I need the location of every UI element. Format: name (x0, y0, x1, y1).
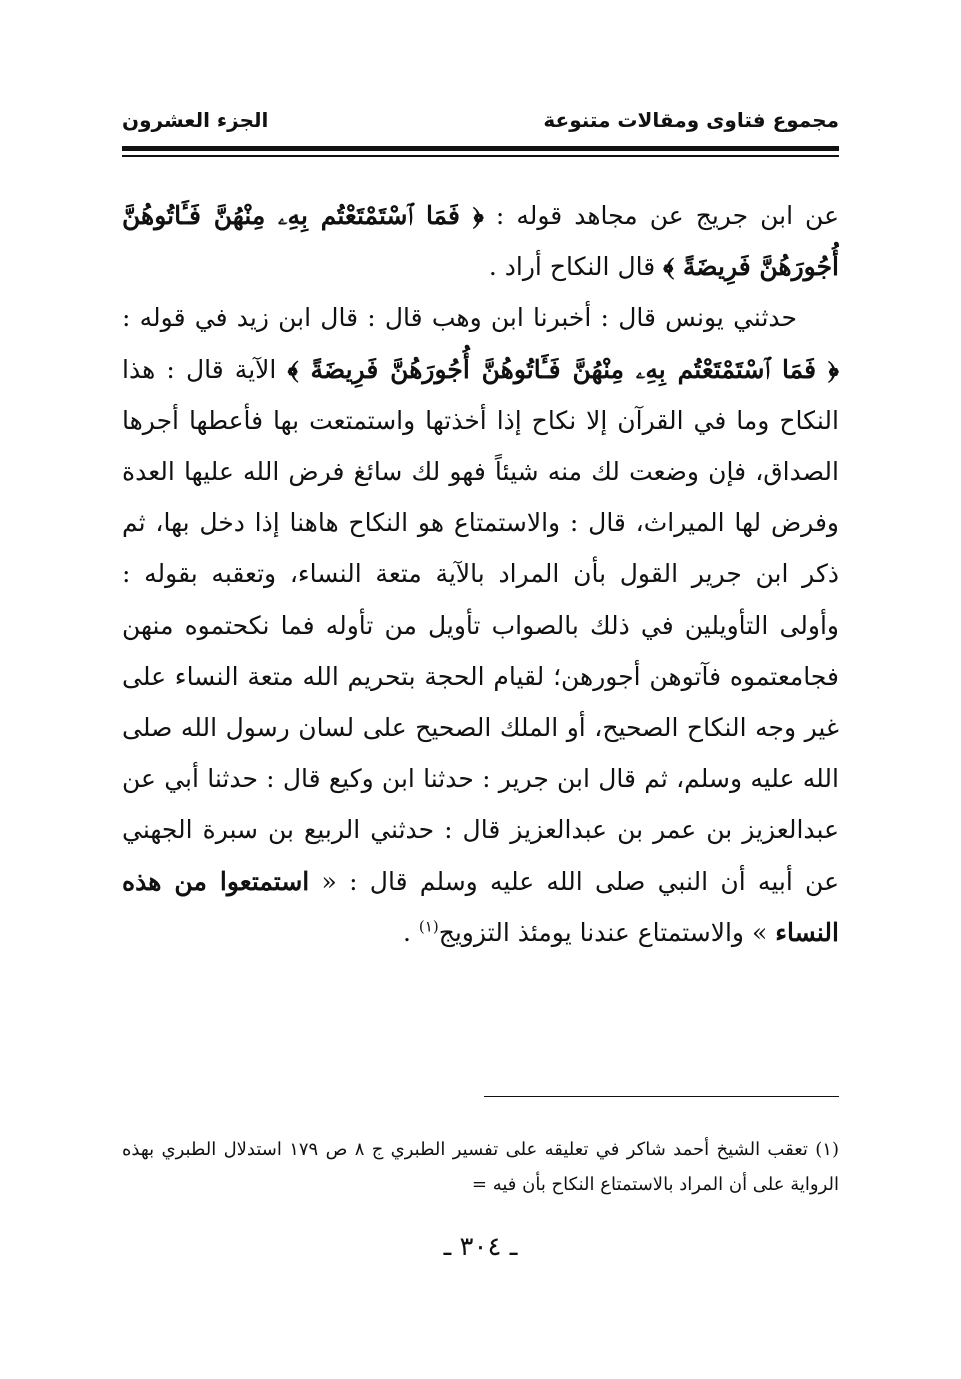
header-rule-thin (122, 155, 839, 157)
quran-verse-2: ﴿ فَمَا ٱسْتَمْتَعْتُم بِهِۦ مِنْهُنَّ فَـَٔاتُوهُنَّ أُجُورَهُنَّ فَرِيضَةً ﴾ (287, 354, 839, 384)
paragraph-1-text-a: عن ابن جريج عن مجاهد قوله : (483, 201, 839, 230)
paragraph-2 (122, 292, 839, 958)
volume-label: الجزء العشرون (122, 108, 269, 132)
paragraph-2-end: . (403, 917, 419, 947)
paragraph-1-text-b: قال النكاح أراد . (488, 252, 664, 282)
paragraph-2-text-c: » والاستمتاع عندنا يومئذ التزويج (438, 917, 776, 947)
footnote-separator (484, 1096, 839, 1097)
book-title: مجموع فتاوى ومقالات متنوعة (543, 108, 839, 132)
paragraph-1 (122, 190, 839, 292)
footnote (122, 1132, 839, 1212)
footnote-marker: (١) (815, 1139, 839, 1160)
paragraph-2-text-a: حدثني يونس قال : أخبرنا ابن وهب قال : قال ابن زيد في قوله : (122, 303, 797, 333)
header-rule-thick (122, 146, 839, 151)
footnote-text: تعقب الشيخ أحمد شاكر في تعليقه على تفسير الطبري ج ٨ ص ١٧٩ استدلال الطبري بهذه الرواية على أن المراد بالاستمتاع النكاح بأن فيه = (122, 1139, 839, 1195)
paragraph-2-text-b: الآية قال : هذا النكاح وما في القرآن إلا نكاح إذا أخذتها واستمتعت بها فأعطها أجرها الصداق، فإن وضعت لك منه شيئاً فهو لك سائغ فرض الله عليها العدة وفرض لها الميراث، قال : والاستمتاع هو النكاح هاهنا إذا دخل بها، ثم ذكر ابن جرير القول بأن المراد بالآية متعة النساء، وتعقبه بقوله : وأولى التأويلين في ذلك بالصواب تأويل من تأوله فما نكحتموه منهن فجامعتموه فآتوهن أجورهن؛ لقيام الحجة بتحريم الله متعة النساء على غير وجه النكاح الصحيح، أو الملك الصحيح على لسان رسول الله صلى الله عليه وسلم، ثم قال ابن جرير : حدثنا ابن وكيع قال : حدثنا أبي عن عبدالعزيز بن عمر بن عبدالعزيز قال : حدثني الربيع بن سبرة الجهني عن أبيه أن النبي صلى الله عليه وسلم قال : « (122, 354, 839, 896)
hadith-quote: استمتعوا من هذه النساء (122, 866, 839, 947)
page-number: ـ ٣٠٤ ـ (443, 1232, 518, 1262)
footnote-reference: (١) (418, 917, 439, 936)
footnote-1 (122, 1132, 839, 1202)
page-header (122, 100, 839, 140)
body-text (122, 190, 839, 1050)
quran-verse-1: ﴿ فَمَا ٱسْتَمْتَعْتُم بِهِۦ مِنْهُنَّ فَـَٔاتُوهُنَّ أُجُورَهُنَّ فَرِيضَةً ﴾ (122, 201, 839, 282)
